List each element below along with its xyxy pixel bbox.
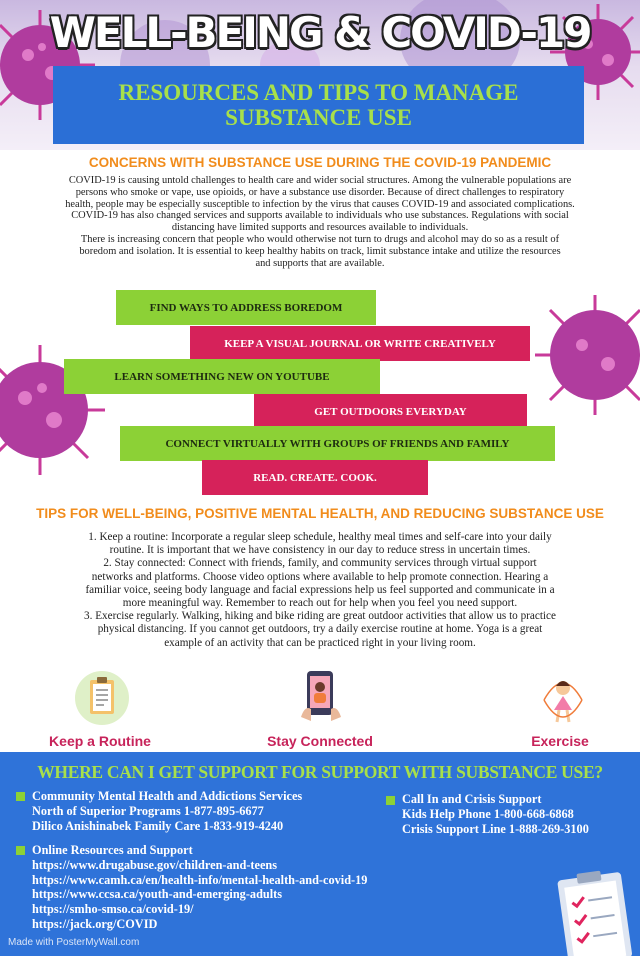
checklist-icon	[548, 870, 638, 956]
connected-label: Stay Connected	[267, 733, 373, 749]
text-line: networks and platforms. Choose video options where available to help promote connection. Hearing a	[91, 570, 549, 583]
tip-bar-connect: CONNECT VIRTUALLY WITH GROUPS OF FRIENDS AND FAMILY	[120, 426, 555, 461]
wellbeing-heading: TIPS FOR WELL-BEING, POSITIVE MENTAL HEALTH, AND REDUCING SUBSTANCE USE	[36, 506, 604, 521]
text-line: persons who smoke or vape, use opioids, or have a substance use disorder. Because of direct challenges to respiratory	[75, 186, 565, 198]
support-line: North of Superior Programs 1-877-895-6677	[32, 803, 264, 818]
text-line: distancing have limited supports and resources available to individuals.	[171, 222, 469, 234]
support-line: Call In and Crisis Support	[402, 792, 542, 806]
text-line: 1. Keep a routine: Incorporate a regular sleep schedule, healthy meal times and self-care into your daily	[88, 531, 552, 543]
footer-credit: Made with PosterMyWall.com	[8, 937, 140, 948]
page-title: WELL-BEING & COVID-19	[49, 8, 591, 57]
support-line: Crisis Support Line 1-888-269-3100	[402, 821, 589, 836]
text-line: physical distancing. If you cannot get outdoors, try a daily exercise routine at home. Yoga is a great	[97, 623, 543, 636]
text-line: familiar voice, seeing body language and facial expressions help us feel supported and communicate in a	[85, 583, 555, 596]
text-line: 3. Exercise regularly. Walking, hiking and bike riding are great outdoor activities that allow us to practice	[84, 610, 556, 623]
routine-label: Keep a Routine	[49, 733, 151, 749]
virus-icon	[530, 290, 640, 420]
resource-link[interactable]: https://smho-smso.ca/covid-19/	[32, 902, 194, 917]
resource-link[interactable]: https://jack.org/COVID	[32, 916, 158, 931]
text-line: example of an activity that can be practiced right in your living room.	[164, 636, 476, 649]
support-line: Kids Help Phone 1-800-668-6868	[402, 806, 574, 821]
resource-link[interactable]: https://www.ccsa.ca/youth-and-emerging-adults	[32, 887, 283, 902]
concerns-paragraph	[8, 175, 632, 269]
text-line: There is increasing concern that people who would otherwise not turn to drugs and alcohol may do so as a result of	[80, 233, 560, 245]
jump-rope-icon	[538, 670, 588, 728]
resource-link[interactable]: https://www.camh.ca/en/health-info/mental-health-and-covid-19	[32, 872, 368, 887]
tip-bar-read: READ. CREATE. COOK.	[202, 460, 428, 495]
community-services-block	[32, 789, 372, 833]
concerns-heading: CONCERNS WITH SUBSTANCE USE DURING THE COVID-19 PANDEMIC	[88, 155, 552, 170]
text-line: 2. Stay connected: Connect with friends, family, and community services through virtual support	[103, 557, 537, 570]
resource-link[interactable]: https://www.drugabuse.gov/children-and-teens	[32, 857, 278, 872]
text-line: routine. It is important that we have consistency in our day to reduce stress in uncertain times.	[109, 544, 531, 557]
phone-video-call-icon	[297, 667, 345, 725]
clipboard-icon	[74, 670, 130, 726]
tip-bar-journal: KEEP A VISUAL JOURNAL OR WRITE CREATIVELY	[190, 326, 530, 361]
support-heading: WHERE CAN I GET SUPPORT FOR SUPPORT WITH SUBSTANCE USE?	[37, 762, 603, 782]
tip-bar-outdoors: GET OUTDOORS EVERYDAY	[254, 394, 527, 429]
bullet-icon	[16, 846, 25, 855]
crisis-support-block	[402, 792, 634, 836]
online-resources-block	[32, 843, 452, 932]
wellbeing-paragraph	[8, 531, 632, 650]
subtitle-line: RESOURCES AND TIPS TO MANAGE	[118, 80, 519, 105]
text-line: COVID-19 is causing untold challenges to health care and wider social structures. Among the vulnerable populations are	[68, 175, 572, 186]
subtitle-line: SUBSTANCE USE	[225, 105, 412, 130]
text-line: boredom and isolation. It is essential to keep healthy habits on track, limit substance intake and utilize the resources	[79, 245, 561, 257]
bullet-icon	[386, 796, 395, 805]
text-line: and supports that are available.	[255, 257, 385, 269]
text-line: COVID-19 has also changed services and supports available to individuals who use substances. Regulations with social	[71, 210, 569, 222]
support-line: Community Mental Health and Addictions Services	[32, 789, 303, 803]
support-line: Dilico Anishinabek Family Care 1-833-919-4240	[32, 818, 284, 833]
tip-bar-youtube: LEARN SOMETHING NEW ON YOUTUBE	[64, 359, 380, 394]
text-line: health, people may be especially susceptible to infection by the virus that causes COVID-19 and associated complications.	[65, 198, 575, 210]
exercise-label: Exercise	[531, 733, 589, 749]
bullet-icon	[16, 792, 25, 801]
text-line: more meaningful way. Remember to reach out for help when you feel you need support.	[122, 597, 518, 610]
page-subtitle	[53, 80, 584, 130]
tip-bar-boredom: FIND WAYS TO ADDRESS BOREDOM	[116, 290, 376, 325]
support-line: Online Resources and Support	[32, 843, 193, 857]
